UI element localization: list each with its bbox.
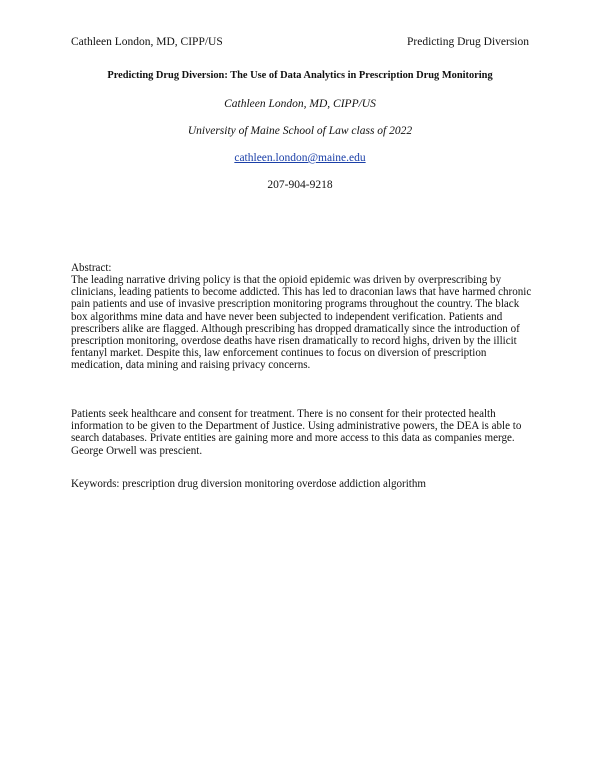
author-phone: 207-904-9218 <box>267 179 333 191</box>
abstract-paragraph-2: Patients seek healthcare and consent for treatment. There is no consent for their protected health information to be given to the Department of Justice. Using administrative powers, the DEA is able to search databases. Private entities are gaining more and more access to this data as companies merge. George Orwell was prescient. <box>71 408 522 457</box>
author-affiliation: University of Maine School of Law class of 2022 <box>187 125 413 137</box>
running-header-title: Predicting Drug Diversion <box>406 36 529 48</box>
abstract-paragraph-1: The leading narrative driving policy is that the opioid epidemic was driven by overprescribing by clinicians, leading patients to become addicted. This has led to draconian laws that have harmed chronic pain patients and use of invasive prescription monitoring programs throughout the country. The black box algorithms mine data and have never been subjected to independent verification. Patients and prescribers alike are flagged. Although prescribing has dropped dramatically since the introduction of prescription monitoring, overdose deaths have risen dramatically to record highs, driven by the illicit fentanyl market. Despite this, law enforcement continues to focus on diversion of prescription medication, data mining and raising privacy concerns. <box>71 274 532 372</box>
keywords: Keywords: prescription drug diversion monitoring overdose addiction algorithm <box>71 478 426 490</box>
paper-title: Predicting Drug Diversion: The Use of Data Analytics in Prescription Drug Monitoring <box>107 70 493 81</box>
author-email <box>60 152 540 164</box>
author-name: Cathleen London, MD, CIPP/US <box>224 98 376 110</box>
abstract-heading: Abstract: <box>71 262 112 274</box>
running-header-author: Cathleen London, MD, CIPP/US <box>71 36 223 48</box>
email-link[interactable]: cathleen.london@maine.edu <box>234 152 366 164</box>
